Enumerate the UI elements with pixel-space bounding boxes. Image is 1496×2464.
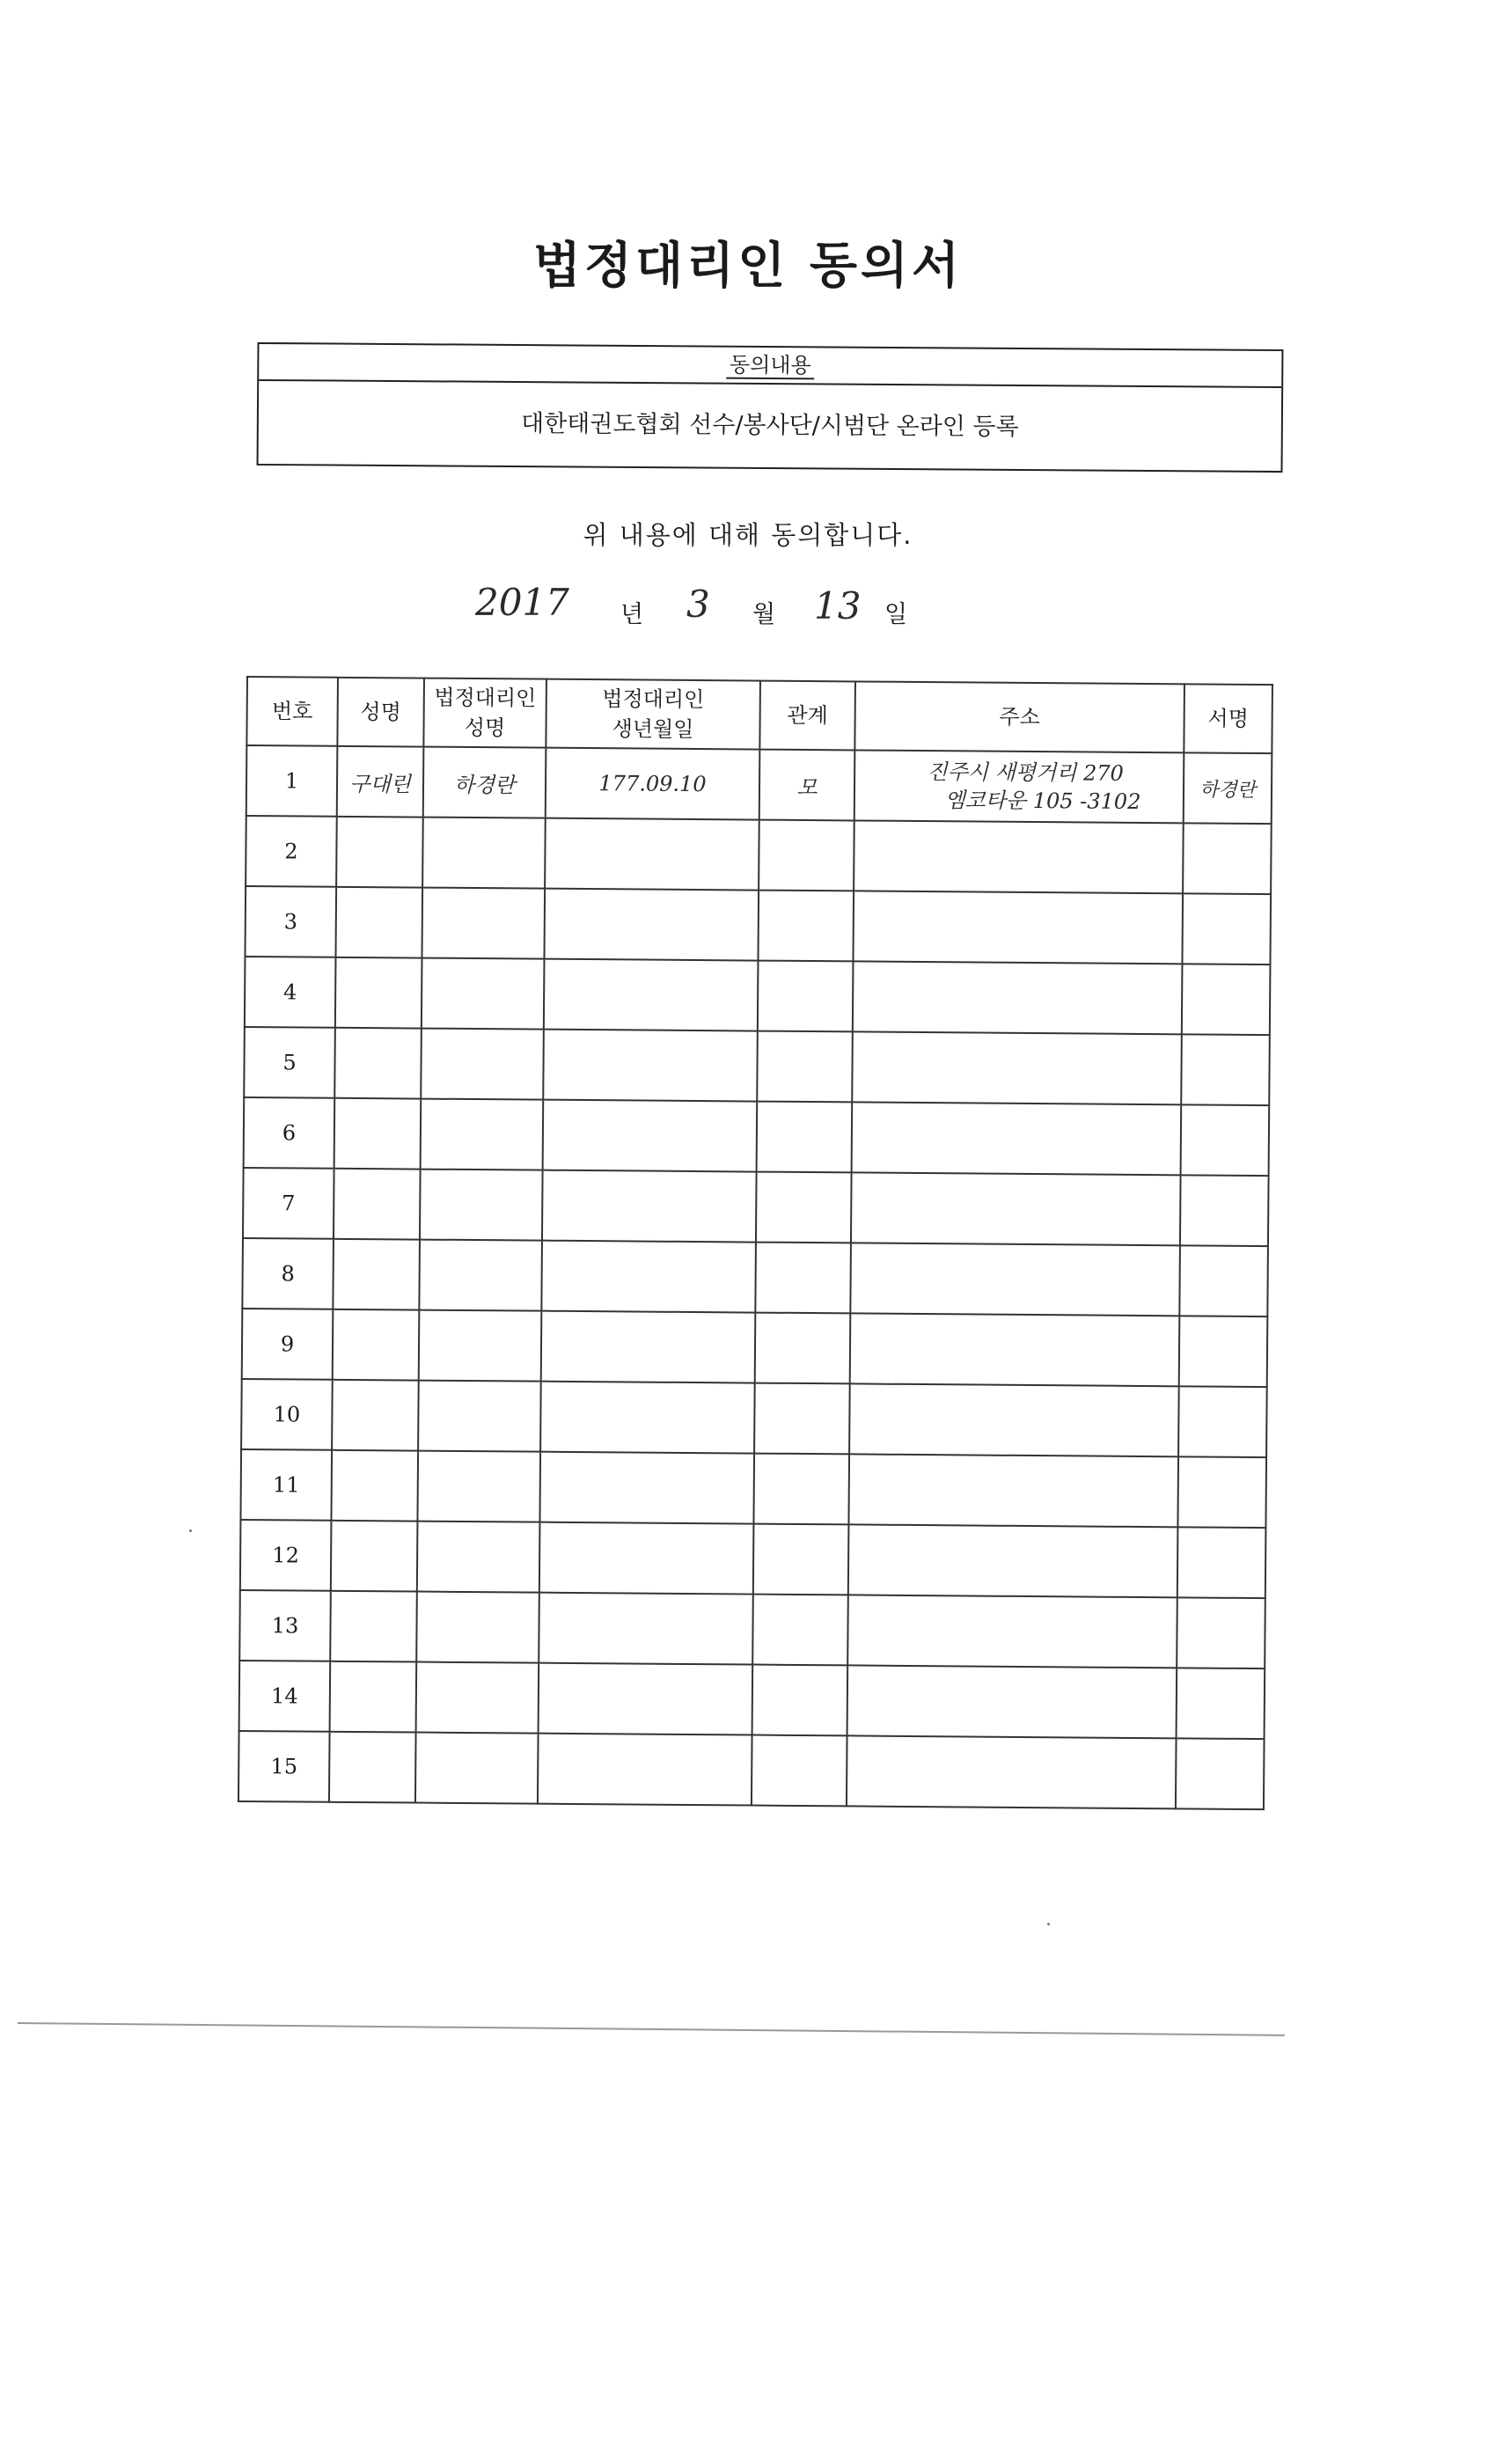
table-row bbox=[245, 886, 1271, 964]
address-handwritten bbox=[854, 750, 1184, 823]
date-day-label: 일 bbox=[884, 601, 908, 628]
address-line-2: 엠코타운 105 -3102 bbox=[944, 788, 1141, 814]
row-number: 4 bbox=[245, 957, 336, 1028]
header-signature: 서명 bbox=[1184, 684, 1272, 753]
address-line-1: 진주시 새평거리 270 bbox=[927, 759, 1124, 786]
row-number: 10 bbox=[241, 1379, 333, 1450]
table-row bbox=[244, 1097, 1270, 1176]
row-number: 2 bbox=[246, 816, 337, 887]
header-name: 성명 bbox=[337, 678, 424, 747]
row-number: 7 bbox=[243, 1168, 334, 1239]
date-month-handwritten: 3 bbox=[686, 583, 710, 626]
row-number: 9 bbox=[242, 1309, 334, 1380]
relation-handwritten: 모 bbox=[759, 750, 855, 821]
consent-box bbox=[257, 342, 1284, 473]
row-number: 1 bbox=[246, 745, 338, 817]
page-edge-line bbox=[18, 2022, 1285, 2036]
row-number: 6 bbox=[244, 1097, 335, 1169]
consent-text: 대한태권도협회 선수/봉사단/시범단 온라인 등록 bbox=[520, 410, 1019, 441]
guardian-table bbox=[238, 676, 1273, 1810]
row-number: 14 bbox=[239, 1661, 331, 1732]
table-row bbox=[238, 1731, 1265, 1809]
row-number: 11 bbox=[240, 1449, 332, 1521]
table-row bbox=[239, 1661, 1265, 1739]
row-number: 13 bbox=[239, 1590, 331, 1661]
signature-handwritten: 하경란 bbox=[1184, 752, 1272, 824]
scan-speck bbox=[1047, 1923, 1050, 1925]
table-row bbox=[245, 957, 1271, 1035]
row-number: 5 bbox=[244, 1027, 335, 1098]
row-number: 15 bbox=[238, 1731, 330, 1802]
row-number: 3 bbox=[245, 886, 336, 957]
table-row bbox=[242, 1238, 1268, 1316]
header-guardian-birth: 법정대리인 생년월일 bbox=[546, 679, 760, 750]
consent-header-label: 동의내용 bbox=[726, 353, 815, 380]
student-name-handwritten: 구대린 bbox=[337, 746, 424, 818]
date-month-label: 월 bbox=[752, 601, 776, 628]
row-number: 12 bbox=[240, 1520, 332, 1591]
table-row bbox=[242, 1309, 1268, 1387]
table-row bbox=[239, 1590, 1265, 1668]
header-no: 번호 bbox=[246, 677, 338, 746]
date-year-label: 년 bbox=[620, 601, 644, 628]
scan-speck bbox=[189, 1529, 192, 1532]
row-number: 8 bbox=[242, 1238, 334, 1309]
table-row bbox=[246, 816, 1272, 894]
agreement-statement: 위 내용에 대해 동의합니다. bbox=[583, 520, 913, 550]
table-header-row bbox=[246, 677, 1272, 753]
table-row bbox=[241, 1379, 1267, 1457]
table-row bbox=[246, 745, 1272, 824]
date-line bbox=[475, 581, 1003, 642]
header-guardian-name: 법정대리인 성명 bbox=[423, 678, 546, 748]
header-relation: 관계 bbox=[759, 681, 855, 751]
table-row bbox=[244, 1027, 1270, 1105]
date-day-handwritten: 13 bbox=[814, 584, 862, 627]
guardian-name-handwritten: 하경란 bbox=[423, 747, 546, 818]
table-row bbox=[243, 1168, 1269, 1246]
header-address: 주소 bbox=[854, 681, 1184, 752]
table-row bbox=[240, 1449, 1266, 1528]
table-row bbox=[240, 1520, 1266, 1598]
document-title: 법정대리인 동의서 bbox=[532, 237, 964, 295]
guardian-birth-handwritten: 177.09.10 bbox=[546, 748, 760, 820]
date-year-handwritten: 2017 bbox=[475, 581, 569, 624]
